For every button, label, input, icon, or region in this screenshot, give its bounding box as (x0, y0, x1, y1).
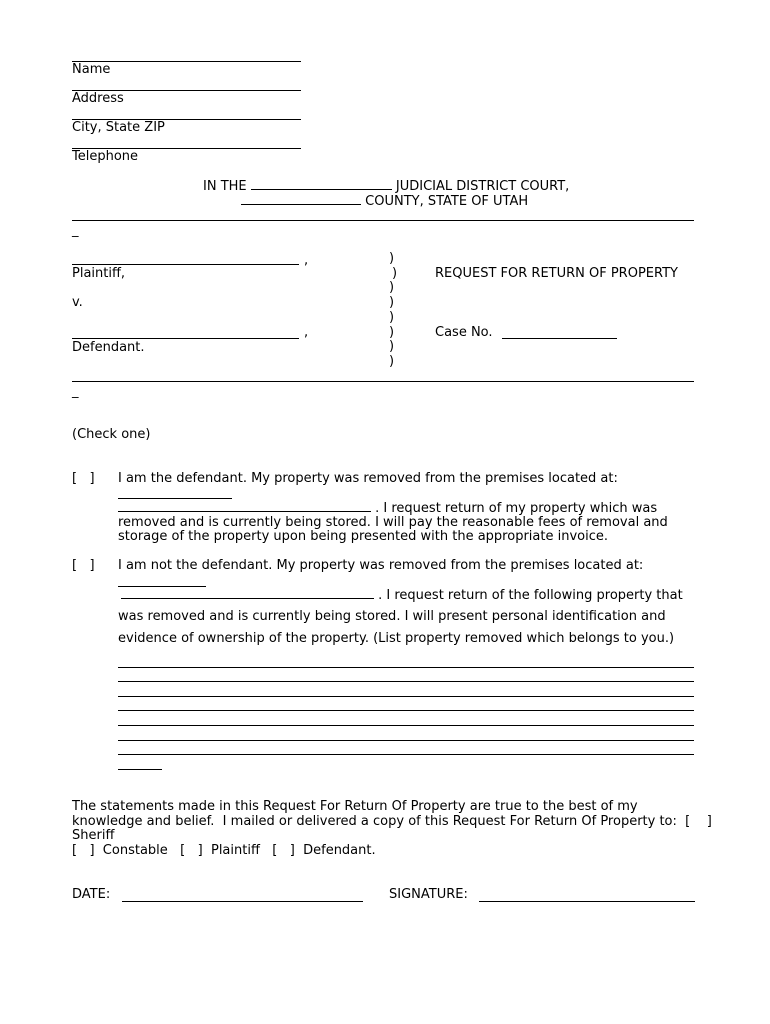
property-list-line[interactable] (118, 754, 694, 755)
plaintiff-comma: , (304, 253, 309, 268)
defendant-comma: , (304, 325, 309, 340)
property-list-line[interactable] (118, 667, 694, 668)
option-defendant-intro: I am the defendant. My property was removed from the premises located at: (118, 471, 618, 486)
caption-paren: ) (389, 325, 395, 340)
versus-label: v. (72, 295, 83, 310)
option-defendant-text-2: removed and is currently being stored. I will pay the reasonable fees of removal and (118, 515, 668, 530)
date-line[interactable] (122, 901, 363, 902)
property-list-line[interactable] (118, 696, 694, 697)
option-not-defendant-intro: I am not the defendant. My property was removed from the premises located at: (118, 558, 644, 573)
signature-line[interactable] (479, 901, 695, 902)
statement-recipients: [ ] Constable [ ] Plaintiff [ ] Defendant. (72, 843, 376, 858)
property-list-line[interactable] (118, 681, 694, 682)
court-heading-line-2 (241, 193, 528, 209)
option-defendant-address-line-2 (118, 500, 657, 516)
caption-paren: ) (389, 339, 395, 354)
district-number-blank[interactable] (251, 178, 392, 190)
signature-label: SIGNATURE: (389, 887, 468, 902)
defendant-label: Defendant. (72, 340, 145, 355)
plaintiff-label: Plaintiff, (72, 266, 126, 281)
county-suffix: COUNTY, STATE OF UTAH (365, 194, 529, 209)
option-not-defendant-checkbox[interactable]: [ ] (72, 558, 95, 573)
property-list-line[interactable] (118, 740, 694, 741)
statement-line-1: The statements made in this Request For Return Of Property are true to the best of my (72, 799, 638, 814)
telephone-label: Telephone (72, 149, 139, 164)
city-state-zip-label: City, State ZIP (72, 120, 165, 135)
case-number-label: Case No. (435, 325, 493, 340)
date-label: DATE: (72, 887, 111, 902)
caption-paren: ) (389, 310, 395, 325)
defendant-name-line[interactable] (72, 338, 299, 339)
caption-top-rule (72, 220, 694, 221)
case-number-line[interactable] (502, 338, 617, 339)
caption-bottom-rule (72, 381, 694, 382)
caption-top-underscore: _ (72, 223, 79, 238)
caption-paren: ) (389, 251, 395, 266)
option-defendant-address-blank[interactable] (118, 500, 371, 512)
caption-paren: ) (392, 266, 398, 281)
statement-line-3: Sheriff (72, 828, 115, 843)
check-one-instruction: (Check one) (72, 427, 151, 442)
county-blank[interactable] (241, 193, 361, 205)
court-prefix: IN THE (203, 179, 247, 194)
court-heading-line-1 (203, 178, 569, 194)
option-not-defendant-address-blank[interactable] (121, 587, 374, 599)
court-suffix: JUDICIAL DISTRICT COURT, (395, 179, 570, 194)
option-not-defendant-text-2: was removed and is currently being stored. I will present personal identification and (118, 609, 666, 624)
option-not-defendant-text-3: evidence of ownership of the property. (List property removed which belongs to you.) (118, 631, 675, 646)
option-defendant-address-line-1[interactable] (118, 498, 232, 499)
caption-bottom-underscore: _ (72, 384, 79, 399)
plaintiff-name-line[interactable] (72, 264, 299, 265)
statement-line-2: knowledge and belief. I mailed or delivered a copy of this Request For Return Of Property to: [ ] (72, 814, 712, 829)
caption-paren: ) (389, 295, 395, 310)
option-defendant-checkbox[interactable]: [ ] (72, 471, 95, 486)
option-not-defendant-request: . I request return of the following property that (378, 588, 683, 603)
option-defendant-request: . I request return of my property which was (375, 501, 658, 516)
property-list-line[interactable] (118, 725, 694, 726)
name-label: Name (72, 62, 111, 77)
address-label: Address (72, 91, 124, 106)
option-not-defendant-address-line-2 (121, 587, 683, 603)
caption-paren: ) (389, 354, 395, 369)
option-defendant-text-3: storage of the property upon being presented with the appropriate invoice. (118, 529, 608, 544)
document-title: REQUEST FOR RETURN OF PROPERTY (435, 266, 678, 281)
property-list-line[interactable] (118, 769, 162, 770)
property-list-line[interactable] (118, 710, 694, 711)
caption-paren: ) (389, 280, 395, 295)
